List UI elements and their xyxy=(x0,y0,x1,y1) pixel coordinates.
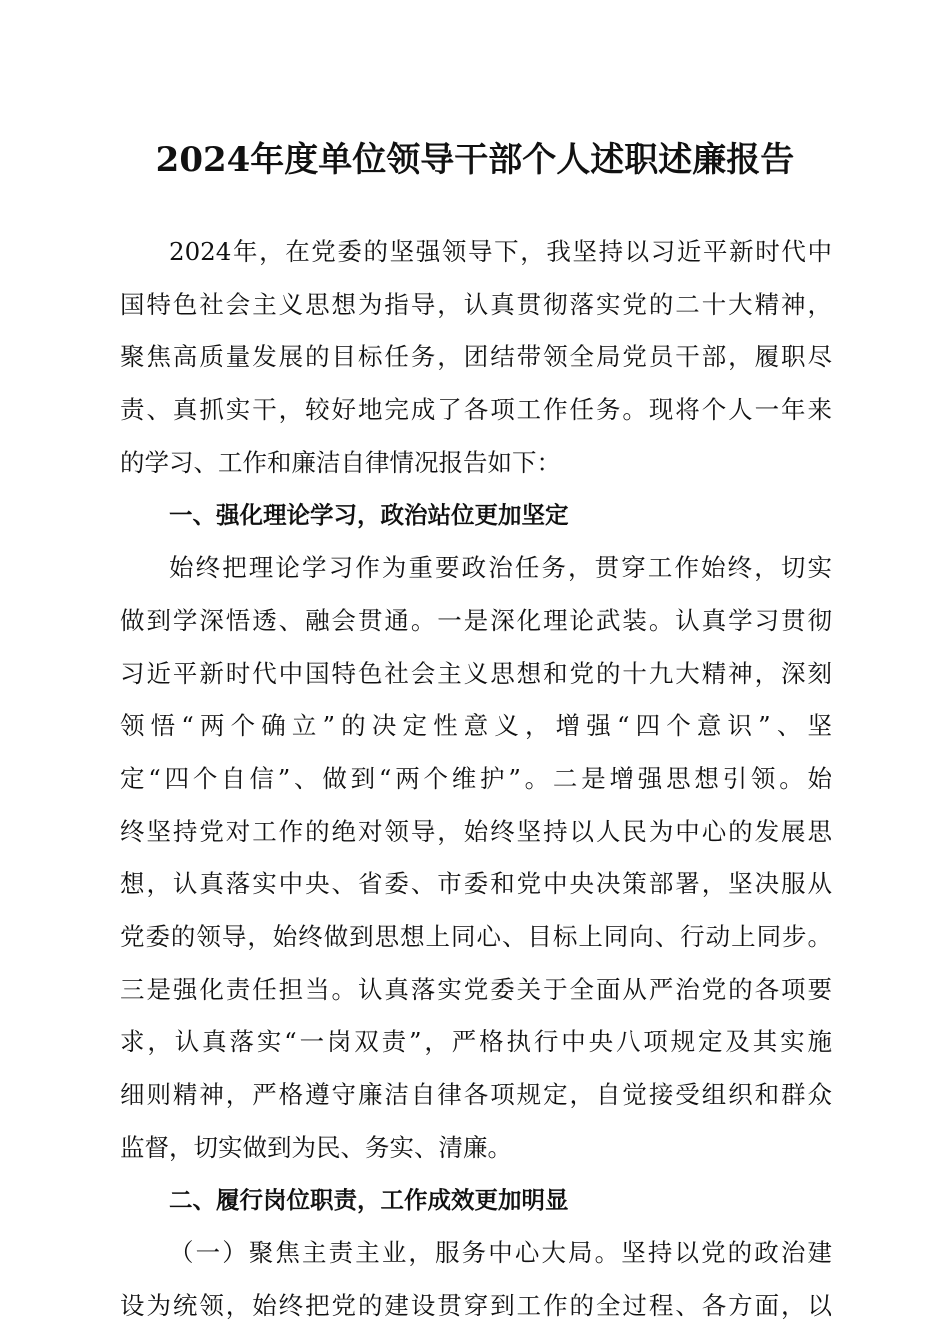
text-line: 习近平新时代中国特色社会主义思想和党的十九大精神，深刻 xyxy=(120,658,832,688)
text-line: 求，认真落实“一岗双责”，严格执行中央八项规定及其实施 xyxy=(120,1027,832,1057)
section-heading: 一、强化理论学习，政治站位更加坚定 xyxy=(169,501,569,530)
text-line: 终坚持党对工作的绝对领导，始终坚持以人民为中心的发展思 xyxy=(120,816,832,846)
text-line: 设为统领，始终把党的建设贯穿到工作的全过程、各方面，以 xyxy=(120,1290,832,1320)
text-line: 2024年，在党委的坚强领导下，我坚持以习近平新时代中 xyxy=(169,237,832,266)
text-line: （一）聚焦主责主业，服务中心大局。坚持以党的政治建 xyxy=(169,1238,832,1268)
section-heading: 二、履行岗位职责，工作成效更加明显 xyxy=(169,1186,569,1215)
text-line: 始终把理论学习作为重要政治任务，贯穿工作始终，切实 xyxy=(169,553,832,583)
document-title: 2024年度单位领导干部个人述职述廉报告 xyxy=(155,140,795,180)
text-line: 想，认真落实中央、省委、市委和党中央决策部署，坚决服从 xyxy=(120,869,832,899)
text-line: 做到学深悟透、融会贯通。一是深化理论武装。认真学习贯彻 xyxy=(120,605,832,635)
text-line: 细则精神，严格遵守廉洁自律各项规定，自觉接受组织和群众 xyxy=(120,1080,832,1109)
text-line: 聚焦高质量发展的目标任务，团结带领全局党员干部，履职尽 xyxy=(120,342,832,372)
document-body xyxy=(120,226,832,1332)
text-line: 监督，切实做到为民、务实、清廉。 xyxy=(120,1132,512,1162)
text-line: 领悟“两个确立”的决定性意义，增强“四个意识”、坚 xyxy=(120,711,832,741)
text-line: 的学习、工作和廉洁自律情况报告如下： xyxy=(120,447,561,477)
text-line: 党委的领导，始终做到思想上同心、目标上同向、行动上同步。 xyxy=(120,921,832,951)
text-line: 定“四个自信”、做到“两个维护”。二是增强思想引领。始 xyxy=(120,763,832,793)
text-line: 三是强化责任担当。认真落实党委关于全面从严治党的各项要 xyxy=(120,974,832,1004)
text-line: 国特色社会主义思想为指导，认真贯彻落实党的二十大精神， xyxy=(120,289,832,319)
text-line: 责、真抓实干，较好地完成了各项工作任务。现将个人一年来 xyxy=(120,395,832,425)
